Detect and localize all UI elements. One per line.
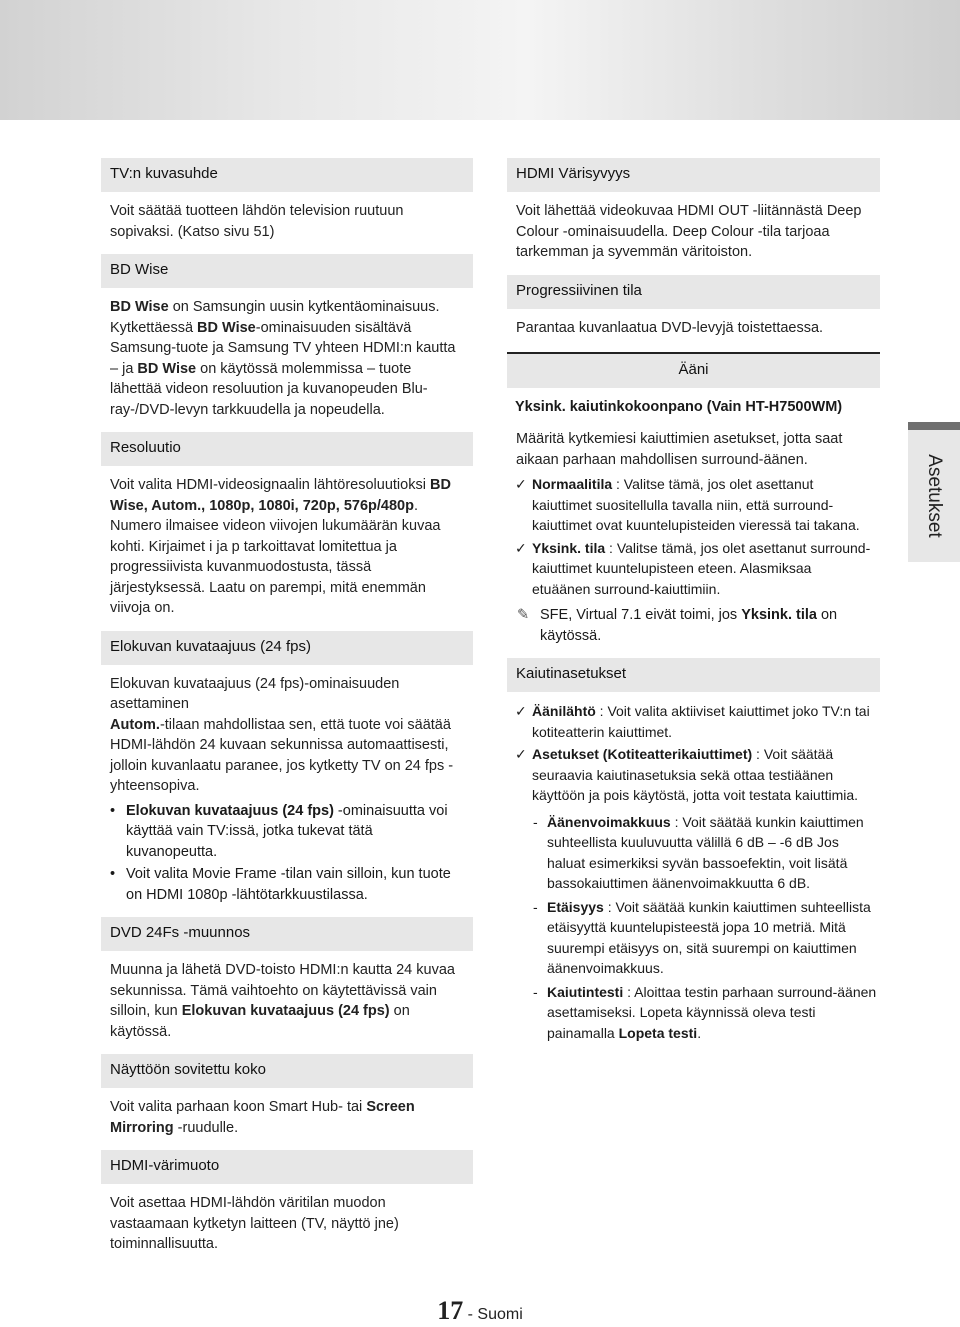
footer-separator: - xyxy=(463,1306,478,1323)
list-item: - Äänenvoimakkuus : Voit säätää kunkin kaiuttimen suhteellista kuuluvuutta välillä 6 dB – -6 dB Jos haluat esimerkiksi syvän bassoefektin, voit lisätä bassokaiuttimen äänenvoimakkuutta 6 dB. xyxy=(533,813,864,891)
check-icon: ✓ xyxy=(515,539,527,556)
list-item: ✓ Asetukset (Kotiteatterikaiuttimet) : Voit säätää seuraavia kaiutinasetuksia sekä ottaa testiäänen käyttöön ja pois käytöstä, jotta voit testata kaiuttimia. xyxy=(515,746,859,803)
list-item: • Voit valita Movie Frame -tilan vain silloin, kun tuote on HDMI 1080p -lähtötarkkuustilassa. xyxy=(110,866,451,903)
chapter-label: Asetukset xyxy=(924,454,945,538)
deep-colour-text: Voit lähettää videokuvaa HDMI OUT -liitännästä Deep Colour -ominaisuudella. Deep Colour -tila tarjoaa tarkemman ja syvemmän väritoiston. xyxy=(516,203,862,260)
section-title-dvd-24fs: DVD 24Fs -muunnos xyxy=(101,917,473,951)
section-title-progressive: Progressiivinen tila xyxy=(507,275,880,309)
page-number: 17 xyxy=(437,1296,464,1325)
speaker-config-title: Yksink. kaiutinkokoonpano (Vain HT-H7500WM) xyxy=(515,399,843,415)
section-title-movie-frame: Elokuvan kuvataajuus (24 fps) xyxy=(101,631,473,665)
check-icon: ✓ xyxy=(515,476,527,492)
left-column xyxy=(101,158,473,1267)
section-title-resolution: Resoluutio xyxy=(101,432,473,466)
section-title-aspect-ratio: TV:n kuvasuhde xyxy=(101,158,473,192)
section-title-audio: Ääni xyxy=(507,352,880,388)
bd-wise-text: BD Wise on Samsungin uusin kytkentäominaisuus. Kytkettäessä BD Wise-ominaisuuden sisältävä Samsung-tuote ja Samsung TV yhteen HDMI:n kautta – ja BD Wise on käytössä molemmissa – tuote lähettää videon resoluution ja kuvanopeuden Blu-ray-/DVD-levyn tarkkuudella ja nopeudella. xyxy=(110,299,456,418)
movie-frame-text: Elokuvan kuvataajuus (24 fps)-ominaisuuden asettaminen Autom.-tilaan mahdollistaa sen, että tuote voi säätää HDMI-lähdön 24 kuvaan sekunnissa automaattisesti, jolloin kuvanlaatu paranee, jos kytketty TV on 24 fps -yhteensopiva. xyxy=(110,675,454,794)
progressive-text: Parantaa kuvanlaatua DVD-levyjä toistettaessa. xyxy=(516,319,824,336)
list-item: ✓ Äänilähtö : Voit valita aktiiviset kaiuttimet joko TV:n tai kotiteatterin kaiuttimet. xyxy=(515,703,870,740)
dash-icon: - xyxy=(533,983,538,1000)
dash-icon: - xyxy=(533,898,538,915)
check-icon: ✓ xyxy=(515,746,527,762)
speaker-config-text: Määritä kytkemiesi kaiuttimien asetukset, jotta saat aikaan parhaan mahdollisen surround-äänen. xyxy=(516,431,843,468)
speaker-settings-options xyxy=(507,701,880,806)
list-item: ✓ Yksink. tila : Valitse tämä, jos olet asettanut surround-kaiuttimet kuuntelupisteen eteen. Alasmiksaa etuäänen surround-kaiuttimiin. xyxy=(515,539,871,597)
dash-icon: - xyxy=(533,813,538,830)
bullet-icon: • xyxy=(110,866,116,882)
hdmi-color-format-text: Voit asettaa HDMI-lähdön väritilan muodon vastaamaan kytketyn laitteen (TV, näyttö jne) toiminnallisuutta. xyxy=(110,1195,399,1252)
aspect-ratio-text: Voit säätää tuotteen lähdön television ruutuun sopivaksi. (Katso sivu 51) xyxy=(110,203,404,240)
list-item: ✓ Normaalitila : Valitse tämä, jos olet asettanut kaiuttimet suositellulla tavalla niin, että surround-kaiuttimet ovat kuuntelupisteiden vieressä tai takana. xyxy=(515,476,860,533)
section-title-hdmi-color-format: HDMI-värimuoto xyxy=(101,1150,473,1184)
page-footer xyxy=(0,1296,960,1326)
chapter-side-tab xyxy=(908,422,960,562)
screen-fit-text: Voit valita parhaan koon Smart Hub- tai Screen Mirroring -ruudulle. xyxy=(110,1099,415,1136)
bullet-icon: • xyxy=(110,802,116,819)
section-title-speaker-settings: Kaiutinasetukset xyxy=(507,658,880,692)
header-banner xyxy=(0,0,960,120)
footer-language: Suomi xyxy=(477,1306,523,1323)
right-column xyxy=(507,158,880,1049)
speaker-settings-suboptions xyxy=(507,812,880,1044)
check-icon: ✓ xyxy=(515,703,527,719)
pencil-icon: ✎ xyxy=(517,607,530,623)
speaker-config-note: ✎ SFE, Virtual 7.1 eivät toimi, jos Yksink. tila on käytössä. xyxy=(517,607,838,644)
section-title-screen-fit: Näyttöön sovitettu koko xyxy=(101,1054,473,1088)
section-title-deep-colour: HDMI Värisyvyys xyxy=(507,158,880,192)
movie-frame-notes xyxy=(101,801,473,906)
list-item: • Elokuvan kuvataajuus (24 fps) -ominaisuutta voi käyttää vain TV:issä, jotka tukevat tätä kuvanopeutta. xyxy=(110,802,448,860)
section-title-bd-wise: BD Wise xyxy=(101,254,473,288)
list-item: - Etäisyys : Voit säätää kunkin kaiuttimen suhteellista etäisyyttä kuuntelupisteestä jopa 10 metriä. Mitä suurempi etäisyys on, sitä suurempi on kaiuttimen äänenvoimakkuus. xyxy=(533,898,871,976)
list-item: - Kaiutintesti : Aloittaa testin parhaan surround-äänen asettamiseksi. Lopeta käynnissä oleva testi painamalla Lopeta testi. xyxy=(533,983,877,1041)
speaker-config-options xyxy=(507,474,880,599)
resolution-text: Voit valita HDMI-videosignaalin lähtöresoluutioksi BD Wise, Autom., 1080p, 1080i, 720p, 576p/480p. Numero ilmaisee videon viivojen lukumäärän kuvaa kohti. Kirjaimet i ja p tarkoittavat lomitettua ja progressiivista kuvanmuodostusta, tässä järjestyksessä. Laatu on parempi, mitä enemmän viivoja on. xyxy=(110,477,451,616)
dvd-24fs-text: Muunna ja lähetä DVD-toisto HDMI:n kautta 24 kuvaa sekunnissa. Tämä vaihtoehto on käytettävissä vain silloin, kun Elokuvan kuvataajuus (24 fps) on käytössä. xyxy=(110,962,455,1040)
